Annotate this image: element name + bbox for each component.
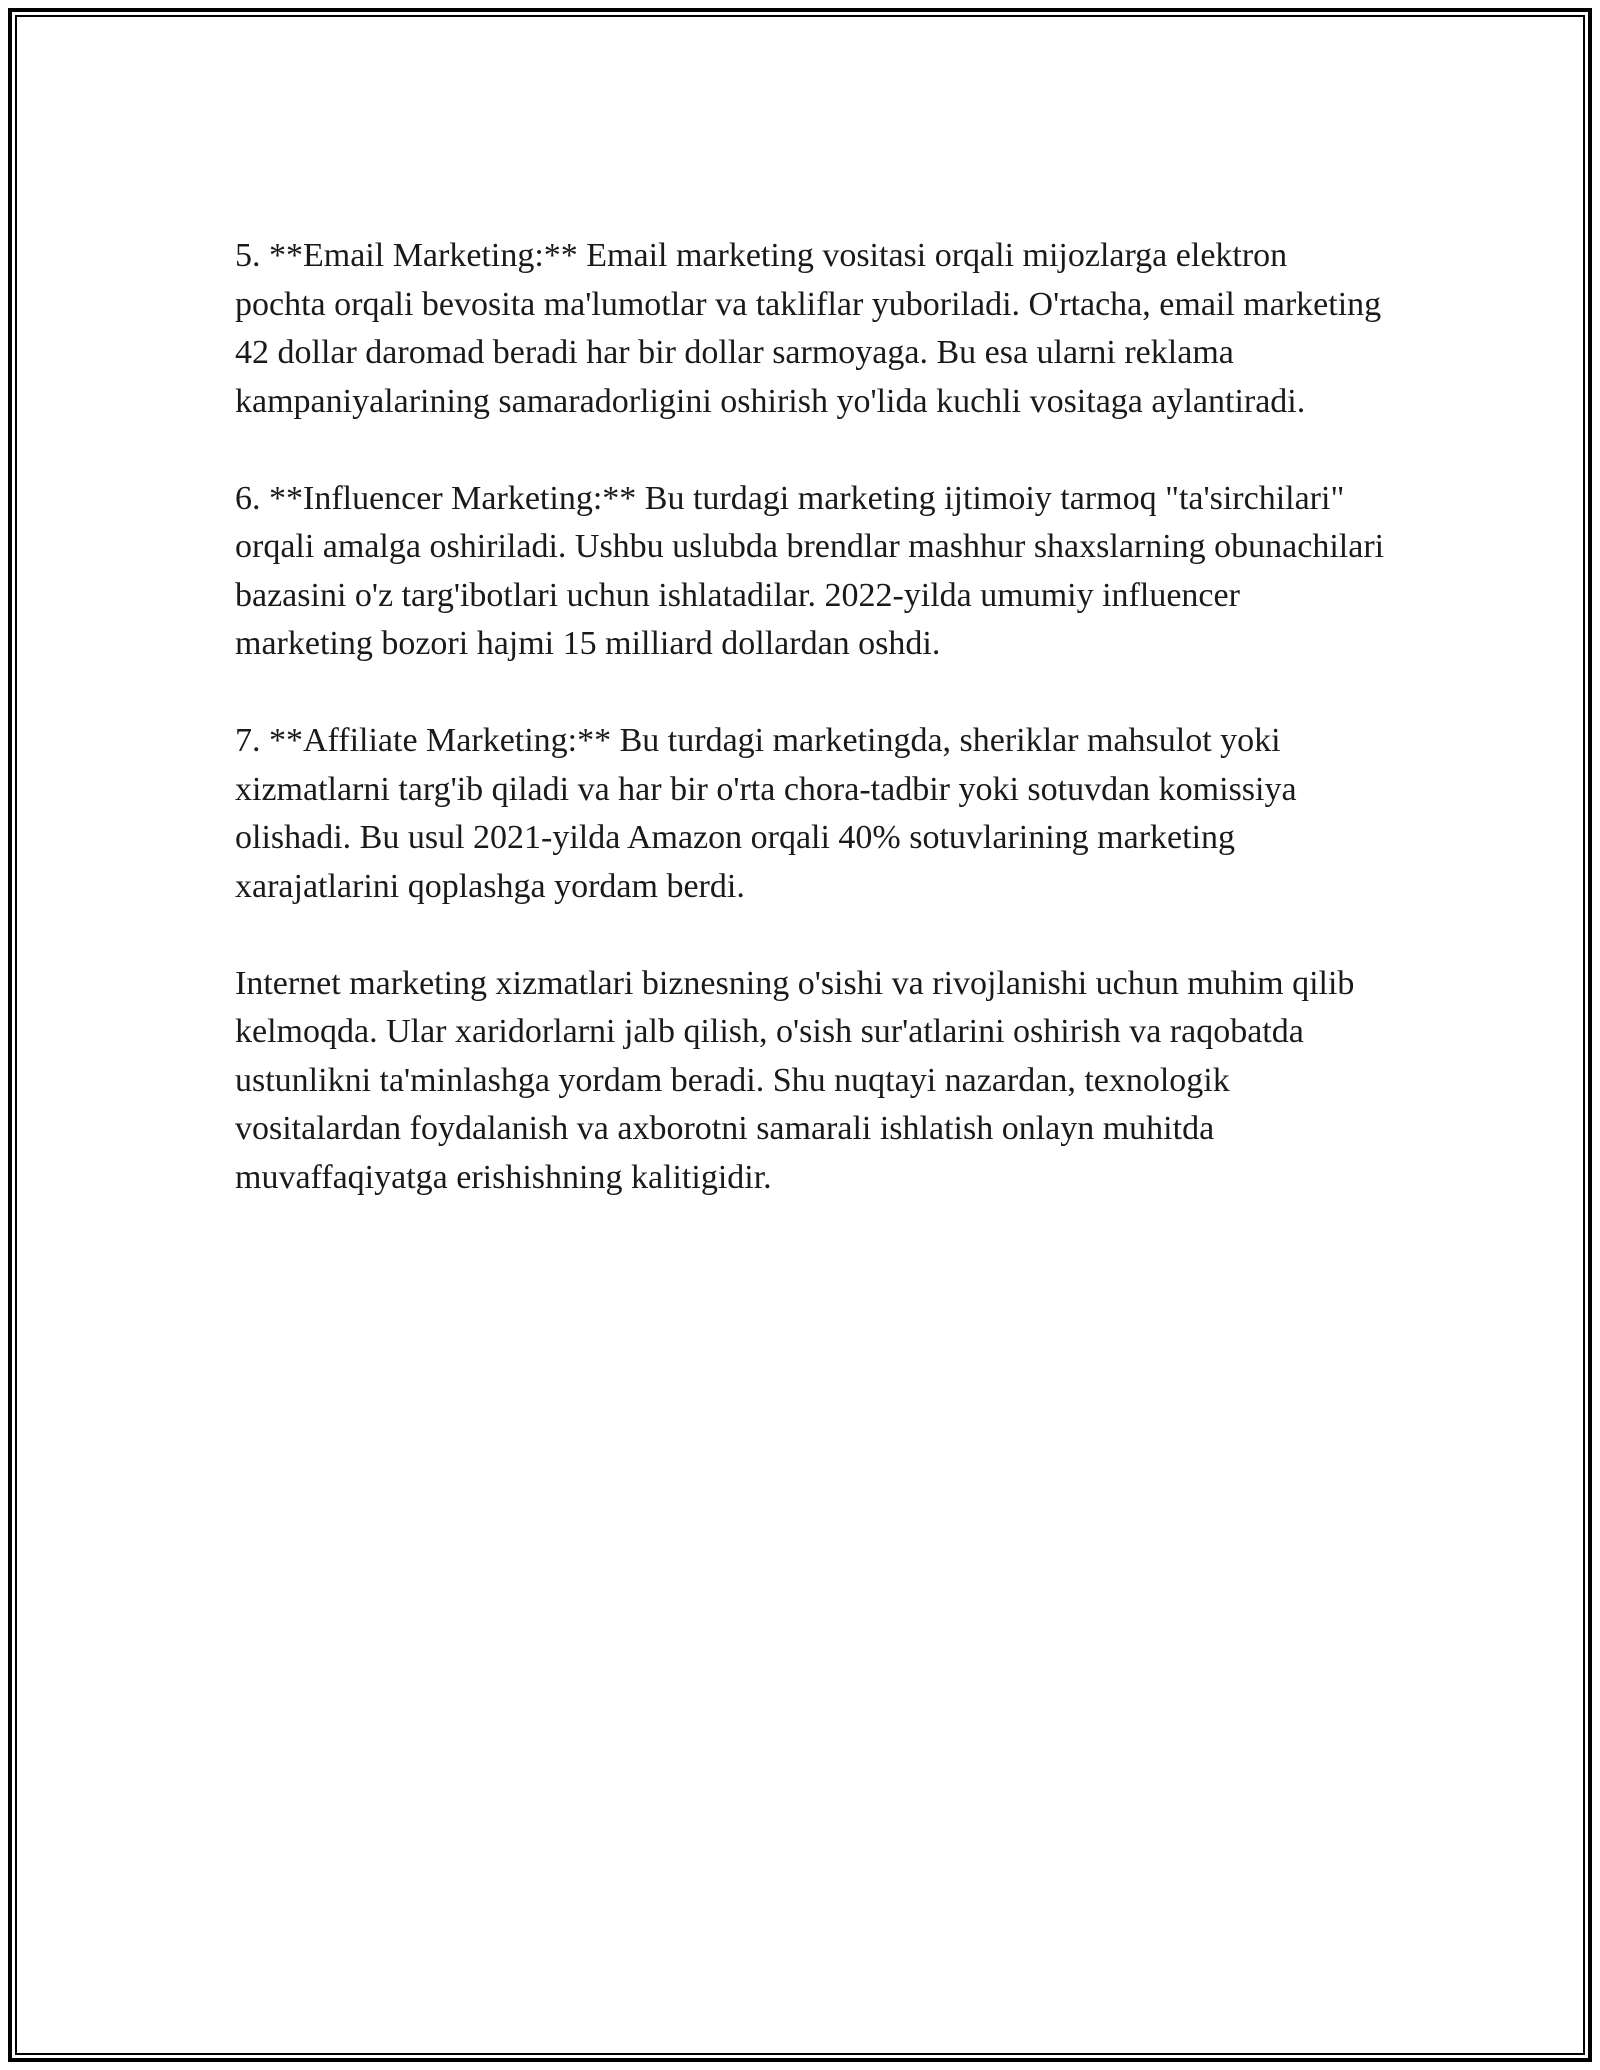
paragraph-conclusion: Internet marketing xizmatlari biznesning o'sishi va rivojlanishi uchun muhim qilib kelmoqda. Ular xaridorlarni jalb qilish, o'sish sur'atlarini oshirish va raqobatda ustunlikni ta'minlashga yordam beradi. Shu nuqtayi nazardan, texnologik vositalardan foydalanish va axborotni samarali ishlatish onlayn muhitda muvaffaqiyatga erishishning kalitigidir. — [235, 964, 1355, 1196]
paragraph-affiliate-marketing: 7. **Affiliate Marketing:** Bu turdagi marketingda, sheriklar mahsulot yoki xizmatlarni targ'ib qiladi va har bir o'rta chora-tadbir yoki sotuvdan komissiya olishadi. Bu usul 2021-yilda Amazon orqali 40% sotuvlarining marketing xarajatlarini qoplashga yordam berdi. — [235, 722, 1297, 905]
paragraph-email-marketing: 5. **Email Marketing:** Email marketing vositasi orqali mijozlarga elektron pochta orqali bevosita ma'lumotlar va takliflar yuboriladi. O'rtacha, email marketing 42 dollar daromad beradi har bir dollar sarmoyaga. Bu esa ularni reklama kampaniyalarining samaradorligini oshirish yo'lida kuchli vositaga aylantiradi. — [235, 237, 1382, 420]
paragraph-influencer-marketing: 6. **Influencer Marketing:** Bu turdagi marketing ijtimoiy tarmoq "ta'sirchilari" orqali amalga oshiriladi. Ushbu uslubda brendlar mashhur shaxslarning obunachilari bazasini o'z targ'ibotlari uchun ishlatadilar. 2022-yilda umumiy influencer marketing bozori hajmi 15 milliard dollardan oshdi. — [235, 479, 1385, 662]
document-body — [235, 232, 1385, 1251]
